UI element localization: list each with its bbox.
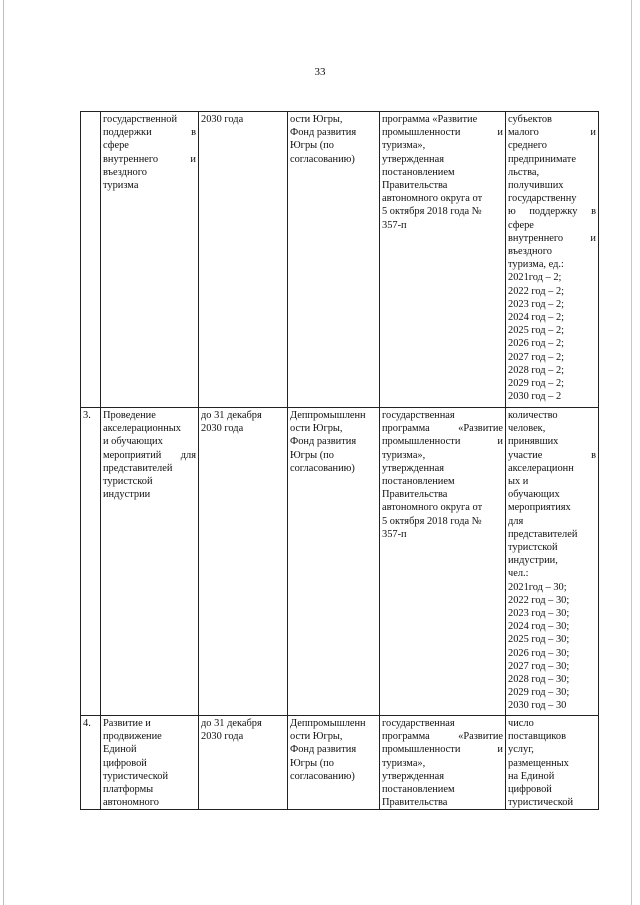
program-line: туризма», <box>382 449 426 461</box>
event-line: сфере <box>103 140 129 152</box>
indicator-line: участие в <box>508 449 596 461</box>
indicator-line: туризма, ед.: <box>508 259 564 271</box>
deadline-line: 2030 года <box>201 423 244 435</box>
indicator-line: мероприятиях <box>508 502 571 514</box>
indicator-line: акселерационн <box>508 462 574 474</box>
program-line: постановлением <box>382 476 455 488</box>
deadline-cell <box>199 408 288 716</box>
executor-line: согласованию) <box>290 462 355 474</box>
deadline-line: 2030 года <box>201 731 244 743</box>
indicator-line: 2021год – 30; <box>508 581 567 593</box>
executor-line: ости Югры, <box>290 731 343 743</box>
program-line: Правительства <box>382 180 448 192</box>
indicator-line: 2030 год – 2 <box>508 391 562 403</box>
event-line: представителей <box>103 462 173 474</box>
executor-line: Фонд развития <box>290 436 357 448</box>
program-line: утвержденная <box>382 462 444 474</box>
executor-line: согласованию) <box>290 770 355 782</box>
event-line: продвижение <box>103 731 162 743</box>
indicator-line: обучающих <box>508 489 560 501</box>
indicator-line: цифровой <box>508 784 552 796</box>
event-line: туристической <box>103 770 169 782</box>
row-number-cell <box>81 112 101 408</box>
executor-line: Югры (по <box>290 449 334 461</box>
event-line: Развитие и <box>103 718 151 729</box>
program-line: утвержденная <box>382 153 444 165</box>
executor-cell <box>288 112 380 408</box>
indicator-cell <box>506 408 599 716</box>
executor-cell <box>288 408 380 716</box>
indicator-cell <box>506 716 599 810</box>
indicator-line: 2024 год – 2; <box>508 312 565 324</box>
program-line: постановлением <box>382 166 455 178</box>
event-line: и обучающих <box>103 436 163 448</box>
indicator-line: получивших <box>508 180 564 192</box>
executor-line: Фонд развития <box>290 744 357 756</box>
deadline-cell <box>199 716 288 810</box>
program-line: Правительства <box>382 489 448 501</box>
deadline-line: до 31 декабря <box>201 718 262 729</box>
program-line: государственная <box>382 718 455 729</box>
indicator-line: въездного <box>508 246 552 258</box>
event-line: акселерационных <box>103 423 181 435</box>
program-cell <box>380 112 506 408</box>
indicator-line: 2029 год – 2; <box>508 378 565 390</box>
event-cell <box>101 408 199 716</box>
indicator-cell <box>506 112 599 408</box>
program-line: программа «Развитие <box>382 423 503 435</box>
deadline-line: до 31 декабря <box>201 410 262 421</box>
indicator-line: поставщиков <box>508 731 566 743</box>
indicator-line: человек, <box>508 423 546 435</box>
program-line: автономного округа от <box>382 502 483 514</box>
executor-line: Фонд развития <box>290 127 357 139</box>
indicator-line: 2026 год – 30; <box>508 647 570 659</box>
program-line: 357-п <box>382 528 407 540</box>
program-cell <box>380 716 506 810</box>
event-line: государственной <box>103 114 178 125</box>
indicator-line: 2028 год – 2; <box>508 364 565 376</box>
event-line: мероприятий для <box>103 449 196 461</box>
deadline-cell <box>199 112 288 408</box>
scan-edge-right <box>631 0 632 905</box>
row-number-cell <box>81 408 101 716</box>
indicator-line: 2024 год – 30; <box>508 621 570 633</box>
executor-line: согласованию) <box>290 153 355 165</box>
indicator-line: ых и <box>508 476 529 488</box>
event-line: туризма <box>103 180 139 192</box>
indicator-line: 2022 год – 2; <box>508 285 565 297</box>
program-line: Правительства <box>382 797 448 809</box>
indicator-line: туристической <box>508 797 574 809</box>
action-plan-table <box>80 111 599 810</box>
executor-line: Деппромышленн <box>290 410 366 421</box>
event-line: Единой <box>103 744 137 756</box>
row-number: 4. <box>83 718 91 729</box>
event-line: туристской <box>103 476 153 488</box>
indicator-line: принявших <box>508 436 559 448</box>
indicator-line: 2028 год – 30; <box>508 674 570 686</box>
indicator-line: туристской <box>508 542 558 554</box>
event-line: индустрии <box>103 489 151 501</box>
program-line: автономного округа от <box>382 193 483 205</box>
executor-line: Югры (по <box>290 757 334 769</box>
indicator-line: льства, <box>508 166 540 178</box>
indicator-line: 2027 год – 30; <box>508 660 570 672</box>
program-line: 357-п <box>382 219 407 231</box>
event-line: Проведение <box>103 410 156 421</box>
executor-line: Югры (по <box>290 140 334 152</box>
indicator-line: размещенных <box>508 757 569 769</box>
program-line: государственная <box>382 410 455 421</box>
indicator-line: ю поддержку в <box>508 206 596 218</box>
row-number-cell <box>81 716 101 810</box>
program-line: программа «Развитие <box>382 114 478 125</box>
indicator-line: число <box>508 718 534 729</box>
indicator-line: малого и <box>508 127 596 139</box>
program-line: промышленности и <box>382 436 503 448</box>
executor-line: ости Югры, <box>290 114 343 125</box>
event-line: въездного <box>103 166 147 178</box>
executor-line: ости Югры, <box>290 423 343 435</box>
page-number: 33 <box>314 66 326 78</box>
event-line: цифровой <box>103 757 147 769</box>
program-cell <box>380 408 506 716</box>
event-cell <box>101 112 199 408</box>
table-row <box>81 112 599 408</box>
executor-line: Деппромышленн <box>290 718 366 729</box>
indicator-line: 2021год – 2; <box>508 272 562 284</box>
indicator-line: 2025 год – 30; <box>508 634 570 646</box>
scan-edge-left <box>3 0 4 905</box>
row-number: 3. <box>83 410 91 421</box>
indicator-line: чел.: <box>508 568 529 580</box>
indicator-line: внутреннего и <box>508 232 596 244</box>
executor-cell <box>288 716 380 810</box>
indicator-line: на Единой <box>508 770 555 782</box>
table-row <box>81 716 599 810</box>
indicator-line: представителей <box>508 528 578 540</box>
program-line: 5 октября 2018 года № <box>382 515 482 527</box>
indicator-line: количество <box>508 410 558 421</box>
indicator-line: субъектов <box>508 114 552 125</box>
program-line: туризма», <box>382 757 426 769</box>
table-row <box>81 408 599 716</box>
indicator-line: предпринимате <box>508 153 576 165</box>
table-body <box>81 112 599 810</box>
indicator-line: 2023 год – 2; <box>508 298 565 310</box>
deadline-line: 2030 года <box>201 114 244 125</box>
indicator-line: услуг, <box>508 744 534 756</box>
indicator-line: индустрии, <box>508 555 558 567</box>
indicator-line: для <box>508 515 524 527</box>
program-line: программа «Развитие <box>382 731 503 743</box>
indicator-line: 2022 год – 30; <box>508 594 570 606</box>
indicator-line: среднего <box>508 140 547 152</box>
program-line: постановлением <box>382 784 455 796</box>
indicator-line: 2025 год – 2; <box>508 325 565 337</box>
event-line: автономного <box>103 797 159 809</box>
event-line: поддержки в <box>103 127 196 139</box>
program-line: утвержденная <box>382 770 444 782</box>
program-line: 5 октября 2018 года № <box>382 206 482 218</box>
indicator-line: 2030 год – 30 <box>508 700 567 712</box>
event-cell <box>101 716 199 810</box>
event-line: платформы <box>103 784 154 796</box>
indicator-line: 2026 год – 2; <box>508 338 565 350</box>
indicator-line: сфере <box>508 219 534 231</box>
indicator-line: 2023 год – 30; <box>508 608 570 620</box>
event-line: внутреннего и <box>103 153 196 165</box>
program-line: промышленности и <box>382 127 503 139</box>
program-line: туризма», <box>382 140 426 152</box>
indicator-line: 2027 год – 2; <box>508 351 565 363</box>
indicator-line: государственну <box>508 193 577 205</box>
indicator-line: 2029 год – 30; <box>508 687 570 699</box>
program-line: промышленности и <box>382 744 503 756</box>
